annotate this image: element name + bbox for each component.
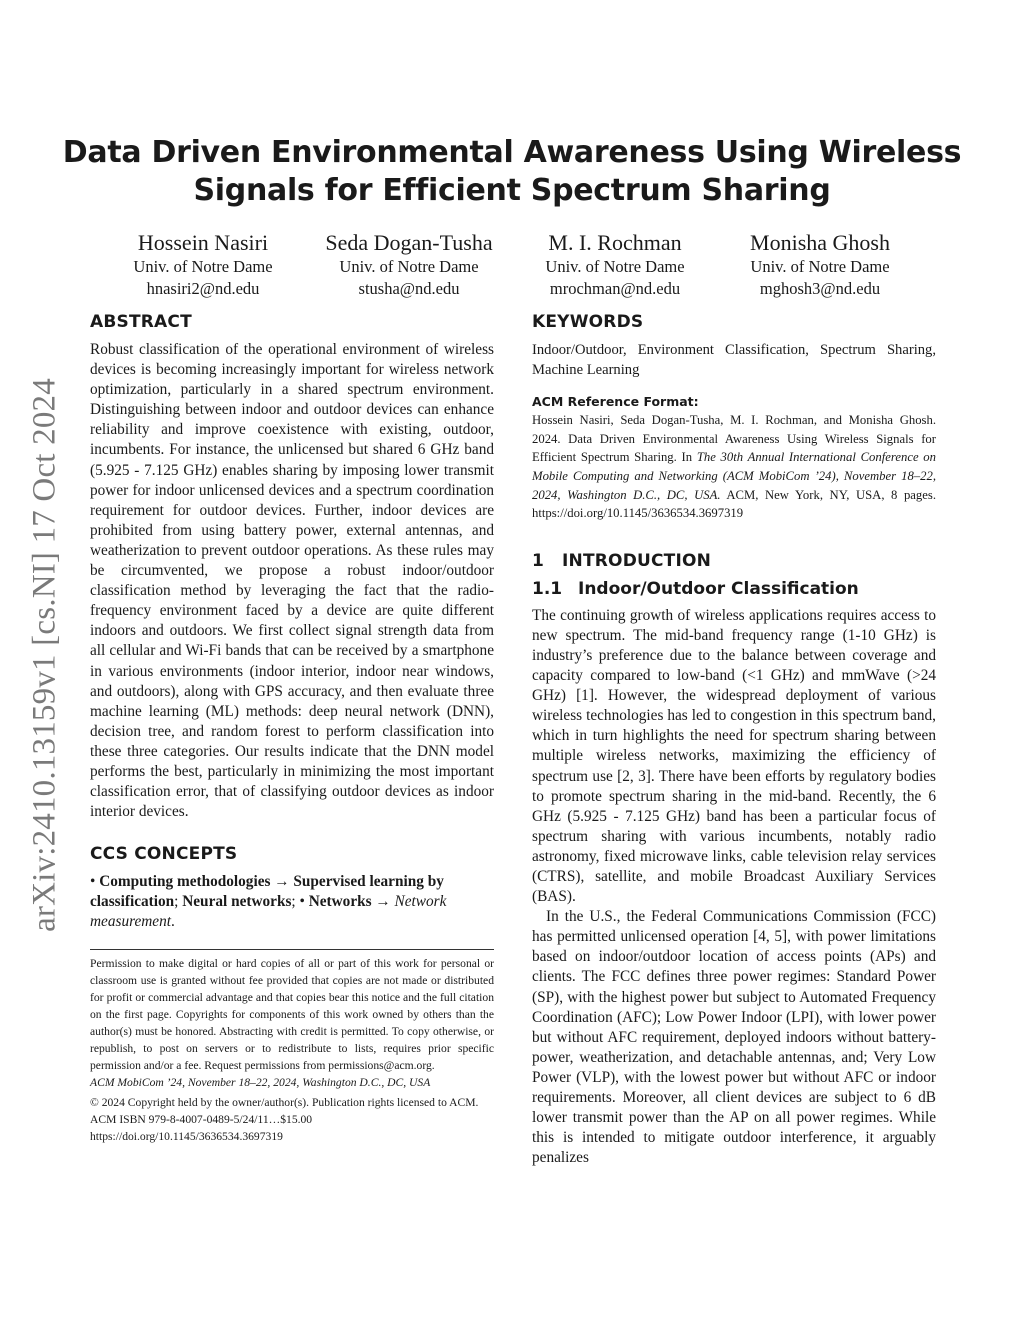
acm-reference-part-2: ACM, New York, NY, USA, 8 pages. https://doi.org/10.1145/3636534.3697319: [532, 487, 936, 521]
author-name: Hossein Nasiri: [137, 230, 269, 255]
author-affiliation: Univ. of Notre Dame: [133, 257, 273, 276]
author-name: Seda Dogan-Tusha: [325, 230, 493, 255]
ccs-term: Network measurement: [90, 893, 447, 931]
author-affiliation: Univ. of Notre Dame: [339, 257, 479, 276]
ccs-term: Computing methodologies: [99, 873, 271, 891]
acm-reference-text: [532, 411, 936, 523]
copyright-line: © 2024 Copyright held by the owner/author(s). Publication rights licensed to ACM.: [90, 1095, 479, 1109]
author-1: [93, 229, 313, 300]
ccs-concepts: [90, 872, 494, 932]
title-line-2: Signals for Efficient Spectrum Sharing: [193, 173, 831, 208]
abstract-text: Robust classification of the operational environment of wireless devices is becoming increasingly important for wireless network optimization, particularly in a shared spectrum environment. Distinguishing between indoor and outdoor devices can enhance reliability and improve coexistence with existing, outdoor, incumbents. For instance, the unlicensed but shared 6 GHz band (5.925 - 7.125 GHz) enables sharing by imposing lower transmit power for indoor unlicensed devices and a spectrum coordination requirement for outdoor devices. Further, indoor devices are prohibited from using battery power, external antennas, and weatherization to prevent outdoor operations. As these rules may be circumvented, we propose a robust indoor/outdoor classification method by leveraging the fact that the radio-frequency environment faced by a device are quite different indoors and outdoors. We first collect signal strength data from all cellular and Wi-Fi bands that can be received by a smartphone in various environments (indoor interior, indoor near windows, and outdoors), along with GPS accuracy, and then evaluate three machine learning (ML) methods: deep neural network (DNN), decision tree, and random forest to perform classification into these three categories. Our results indicate that the DNN model performs the best, particularly in minimizing the most important classification error, that of classifying outdoor devices as indoor interior devices.: [90, 341, 494, 821]
abstract-heading: ABSTRACT: [90, 312, 192, 332]
author-name: M. I. Rochman: [548, 230, 682, 255]
author-affiliation: Univ. of Notre Dame: [545, 257, 685, 276]
author-affiliation: Univ. of Notre Dame: [750, 257, 890, 276]
ccs-term: Networks: [308, 893, 372, 911]
right-column: [532, 311, 936, 1168]
author-4: [710, 229, 930, 300]
ccs-bullet: •: [90, 873, 96, 891]
left-column: [90, 311, 494, 1145]
section-heading-introduction: [532, 550, 936, 572]
intro-paragraph-2: In the U.S., the Federal Communications Commission (FCC) has permitted unlicensed operation [4, 5], with power limitations based on indoor/outdoor location of access points (APs) and clients. The FCC defines three power regimes: Standard Power (SP), with the highest power but subject to Automated Frequency Coordination (AFC); Low Power Indoor (LPI), with lower power but without AFC requirement, deployed indoors without battery-power, weatherization, and detachable antennas, and; Very Low Power (VLP), with the lowest power but without AFC or indoor requirements. Moreover, all client devices are subject to 6 dB lower transmit power than the AP on all power regimes. While this is intended to mitigate outdoor interference, it arguably penalizes: [532, 908, 936, 1167]
doi-line: https://doi.org/10.1145/3636534.3697319: [90, 1129, 283, 1143]
author-2: [299, 229, 519, 300]
author-name: Monisha Ghosh: [750, 230, 890, 255]
permission-notice: Permission to make digital or hard copies of all or part of this work for personal or classroom use is granted without fee provided that copies are not made or distributed for profit or commercial advantage and that copies bear this notice and the full citation on the first page. Copyrights for components of this work owned by others than the author(s) must be honored. Abstracting with credit is permitted. To copy otherwise, or republish, to post on servers or to redistribute to lists, requires prior specific permission and/or a fee. Request permissions from permissions@acm.org.: [90, 956, 494, 1072]
author-email: hnasiri2@nd.edu: [146, 279, 260, 298]
acm-reference-venue: The 30th Annual International Conference on Mobile Computing and Networking (ACM MobiCom ’24), November 18–22, 2024, Washington D.C., DC, USA.: [532, 450, 936, 502]
ccs-end: .: [171, 913, 175, 931]
acm-reference-part-1: Hossein Nasiri, Seda Dogan-Tusha, M. I. Rochman, and Monisha Ghosh. 2024. Data Driven Environmental Awareness Using Wireless Signals for Efficient Spectrum Sharing. In: [532, 413, 936, 465]
ccs-bullet: •: [299, 893, 305, 911]
ccs-term: Neural networks: [182, 893, 292, 911]
section-title: INTRODUCTION: [562, 550, 712, 571]
arxiv-identifier: [22, 360, 68, 950]
intro-paragraph-1: The continuing growth of wireless applications requires access to new spectrum. The mid-band frequency range (1-10 GHz) is industry’s preference due to the balance between coverage and capacity compared to low-band (<1 GHz) and mmWave (>24 GHz) [1]. However, the widespread deployment of various wireless technologies has led to congestion in this spectrum band, which in turn highlights the need for spectrum sharing between multiple wireless networks, maximizing the efficiency of spectrum use [2, 3]. There have been efforts by regulatory bodies to promote spectrum sharing in the mid-band. Recently, the 6 GHz (5.925 - 7.125 GHz) band has been a particular focus of spectrum sharing with various incumbents, notably radio astronomy, fixed microwave links, cable television relay services (CTRS), satellite, and mobile Broadcast Auxiliary Services (BAS).: [532, 606, 936, 906]
subsection-heading: [532, 578, 936, 600]
venue-line: ACM MobiCom ’24, November 18–22, 2024, Washington D.C., DC, USA: [90, 1075, 431, 1089]
title-line-1: Data Driven Environmental Awareness Using Wireless: [62, 135, 962, 170]
author-block: [0, 229, 1024, 309]
arxiv-identifier-text: arXiv:2410.13159v1 [cs.NI] 17 Oct 2024: [26, 378, 63, 932]
subsection-title: Indoor/Outdoor Classification: [578, 578, 859, 599]
footnote: [90, 955, 494, 1145]
subsection-number: 1.1: [532, 578, 563, 599]
author-email: mrochman@nd.edu: [549, 279, 681, 298]
paper-title: [60, 134, 964, 210]
ccs-term: Supervised learning by classification: [90, 873, 444, 911]
arrow-icon: →: [375, 893, 391, 911]
footnote-divider: [90, 949, 494, 950]
ccs-separator: ;: [291, 893, 296, 911]
section-number: 1: [532, 550, 545, 571]
keywords-text: Indoor/Outdoor, Environment Classification, Spectrum Sharing, Machine Learning: [532, 342, 936, 379]
isbn-line: ACM ISBN 979-8-4007-0489-5/24/11…$15.00: [90, 1112, 313, 1126]
author-3: [505, 229, 725, 300]
ccs-separator: ;: [174, 893, 179, 911]
acm-reference-heading: ACM Reference Format:: [532, 394, 699, 410]
author-email: mghosh3@nd.edu: [759, 279, 881, 298]
ccs-heading: CCS CONCEPTS: [90, 844, 238, 865]
arrow-icon: →: [274, 873, 290, 891]
keywords-heading: KEYWORDS: [532, 312, 644, 332]
author-email: stusha@nd.edu: [358, 279, 460, 298]
